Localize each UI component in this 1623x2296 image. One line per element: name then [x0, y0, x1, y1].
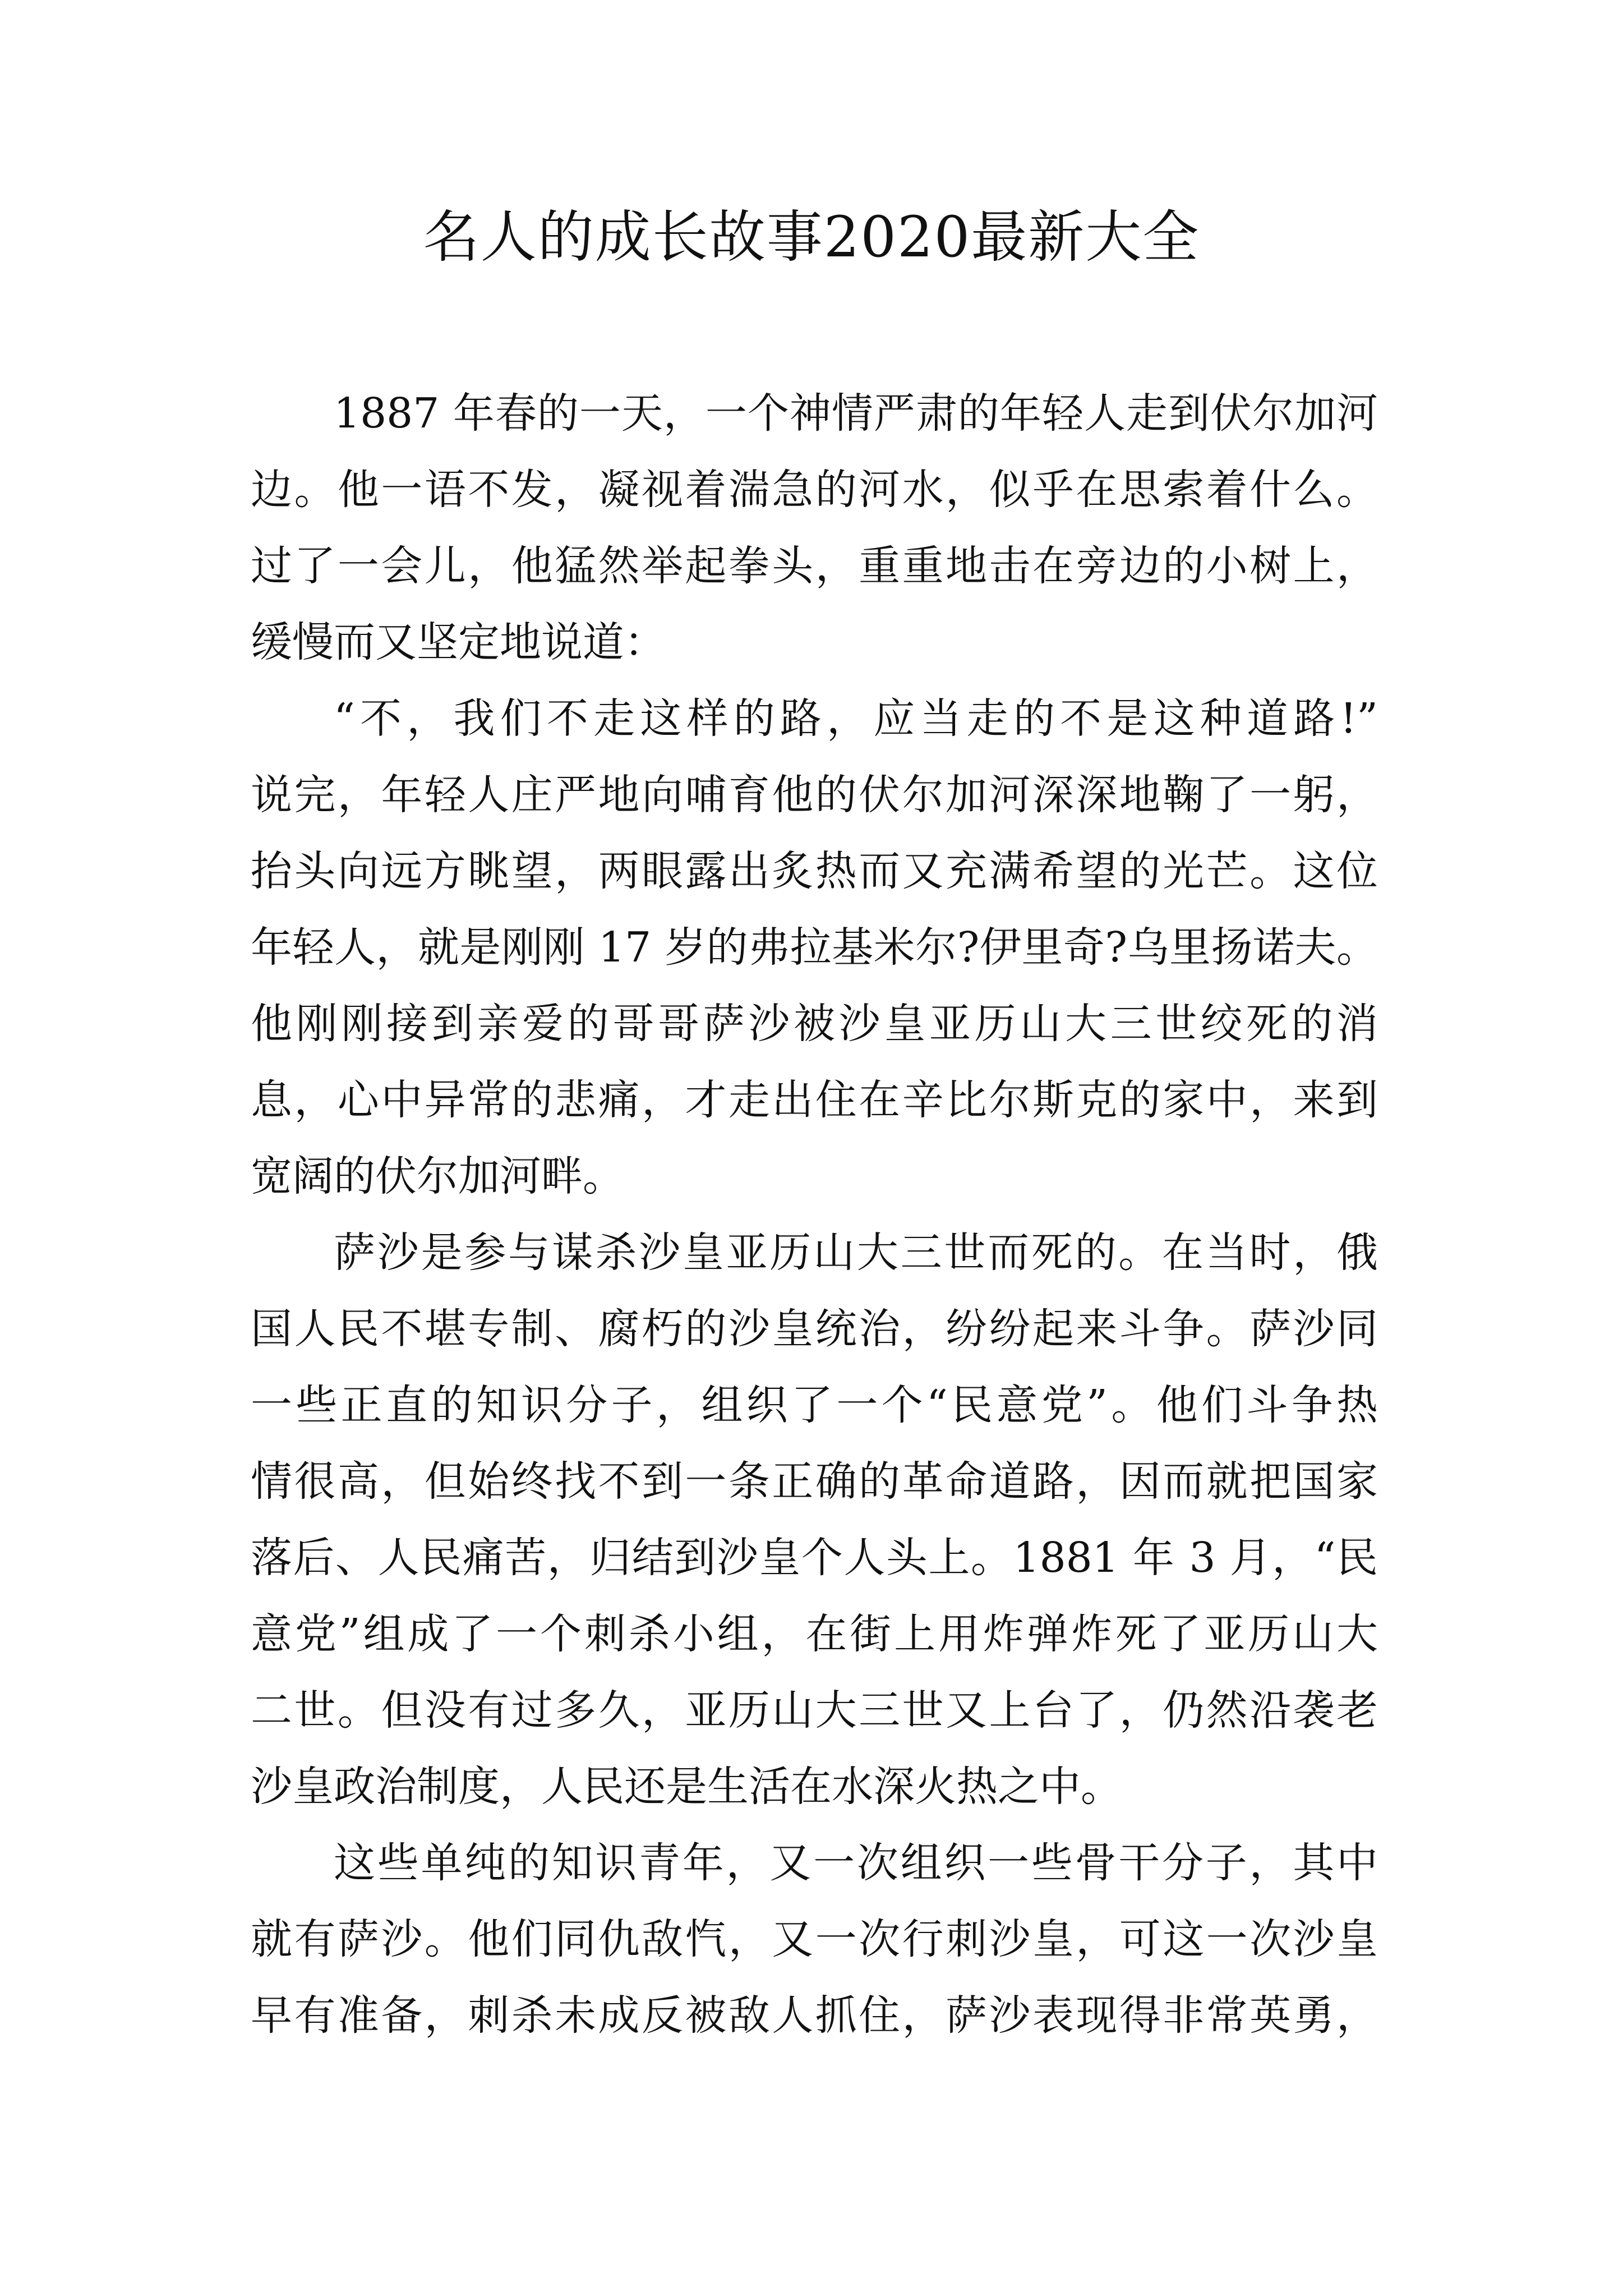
text-line: 情很高，但始终找不到一条正确的革命道路，因而就把国家	[251, 1457, 1378, 1506]
text-line: 说完，年轻人庄严地向哺育他的伏尔加河深深地鞠了一躬，	[251, 771, 1378, 819]
text-line: 他刚刚接到亲爱的哥哥萨沙被沙皇亚历山大三世绞死的消	[251, 1000, 1378, 1048]
text-line: 早有准备，刺杀未成反被敌人抓住，萨沙表现得非常英勇，	[251, 1991, 1378, 2040]
text-line: 息，心中异常的悲痛，才走出住在辛比尔斯克的家中，来到	[251, 1076, 1378, 1124]
text-line: 落后、人民痛苦，归结到沙皇个人头上。1881 年 3 月，“民	[251, 1534, 1378, 1582]
text-line: 宽阔的伏尔加河畔。	[251, 1152, 624, 1200]
text-line: 年轻人，就是刚刚 17 岁的弗拉基米尔?伊里奇?乌里扬诺夫。	[251, 923, 1378, 972]
document-title: 名人的成长故事2020最新大全	[423, 204, 1200, 270]
text-line: 抬头向远方眺望，两眼露出炙热而又充满希望的光芒。这位	[251, 847, 1378, 895]
text-line: 这些单纯的知识青年，又一次组织一些骨干分子，其中	[334, 1839, 1378, 1887]
text-line: 1887 年春的一天，一个神情严肃的年轻人走到伏尔加河	[334, 389, 1378, 438]
text-line: 意党”组成了一个刺杀小组，在街上用炸弹炸死了亚历山大	[251, 1610, 1378, 1658]
document-body	[251, 375, 1378, 2054]
text-line: 就有萨沙。他们同仇敌忾，又一次行刺沙皇，可这一次沙皇	[251, 1915, 1378, 1963]
text-line: 缓慢而又坚定地说道：	[251, 618, 666, 666]
text-line: 过了一会儿，他猛然举起拳头，重重地击在旁边的小树上，	[251, 542, 1378, 590]
text-line: 萨沙是参与谋杀沙皇亚历山大三世而死的。在当时，俄	[334, 1228, 1378, 1277]
text-line: 二世。但没有过多久，亚历山大三世又上台了，仍然沿袭老	[251, 1686, 1378, 1734]
text-line: 沙皇政治制度，人民还是生活在水深火热之中。	[251, 1763, 1122, 1811]
text-line: 边。他一语不发，凝视着湍急的河水，似乎在思索着什么。	[251, 466, 1378, 514]
text-line: “不，我们不走这样的路，应当走的不是这种道路!”	[334, 694, 1378, 743]
text-line: 一些正直的知识分子，组织了一个“民意党”。他们斗争热	[251, 1381, 1378, 1429]
text-line: 国人民不堪专制、腐朽的沙皇统治，纷纷起来斗争。萨沙同	[251, 1305, 1378, 1353]
